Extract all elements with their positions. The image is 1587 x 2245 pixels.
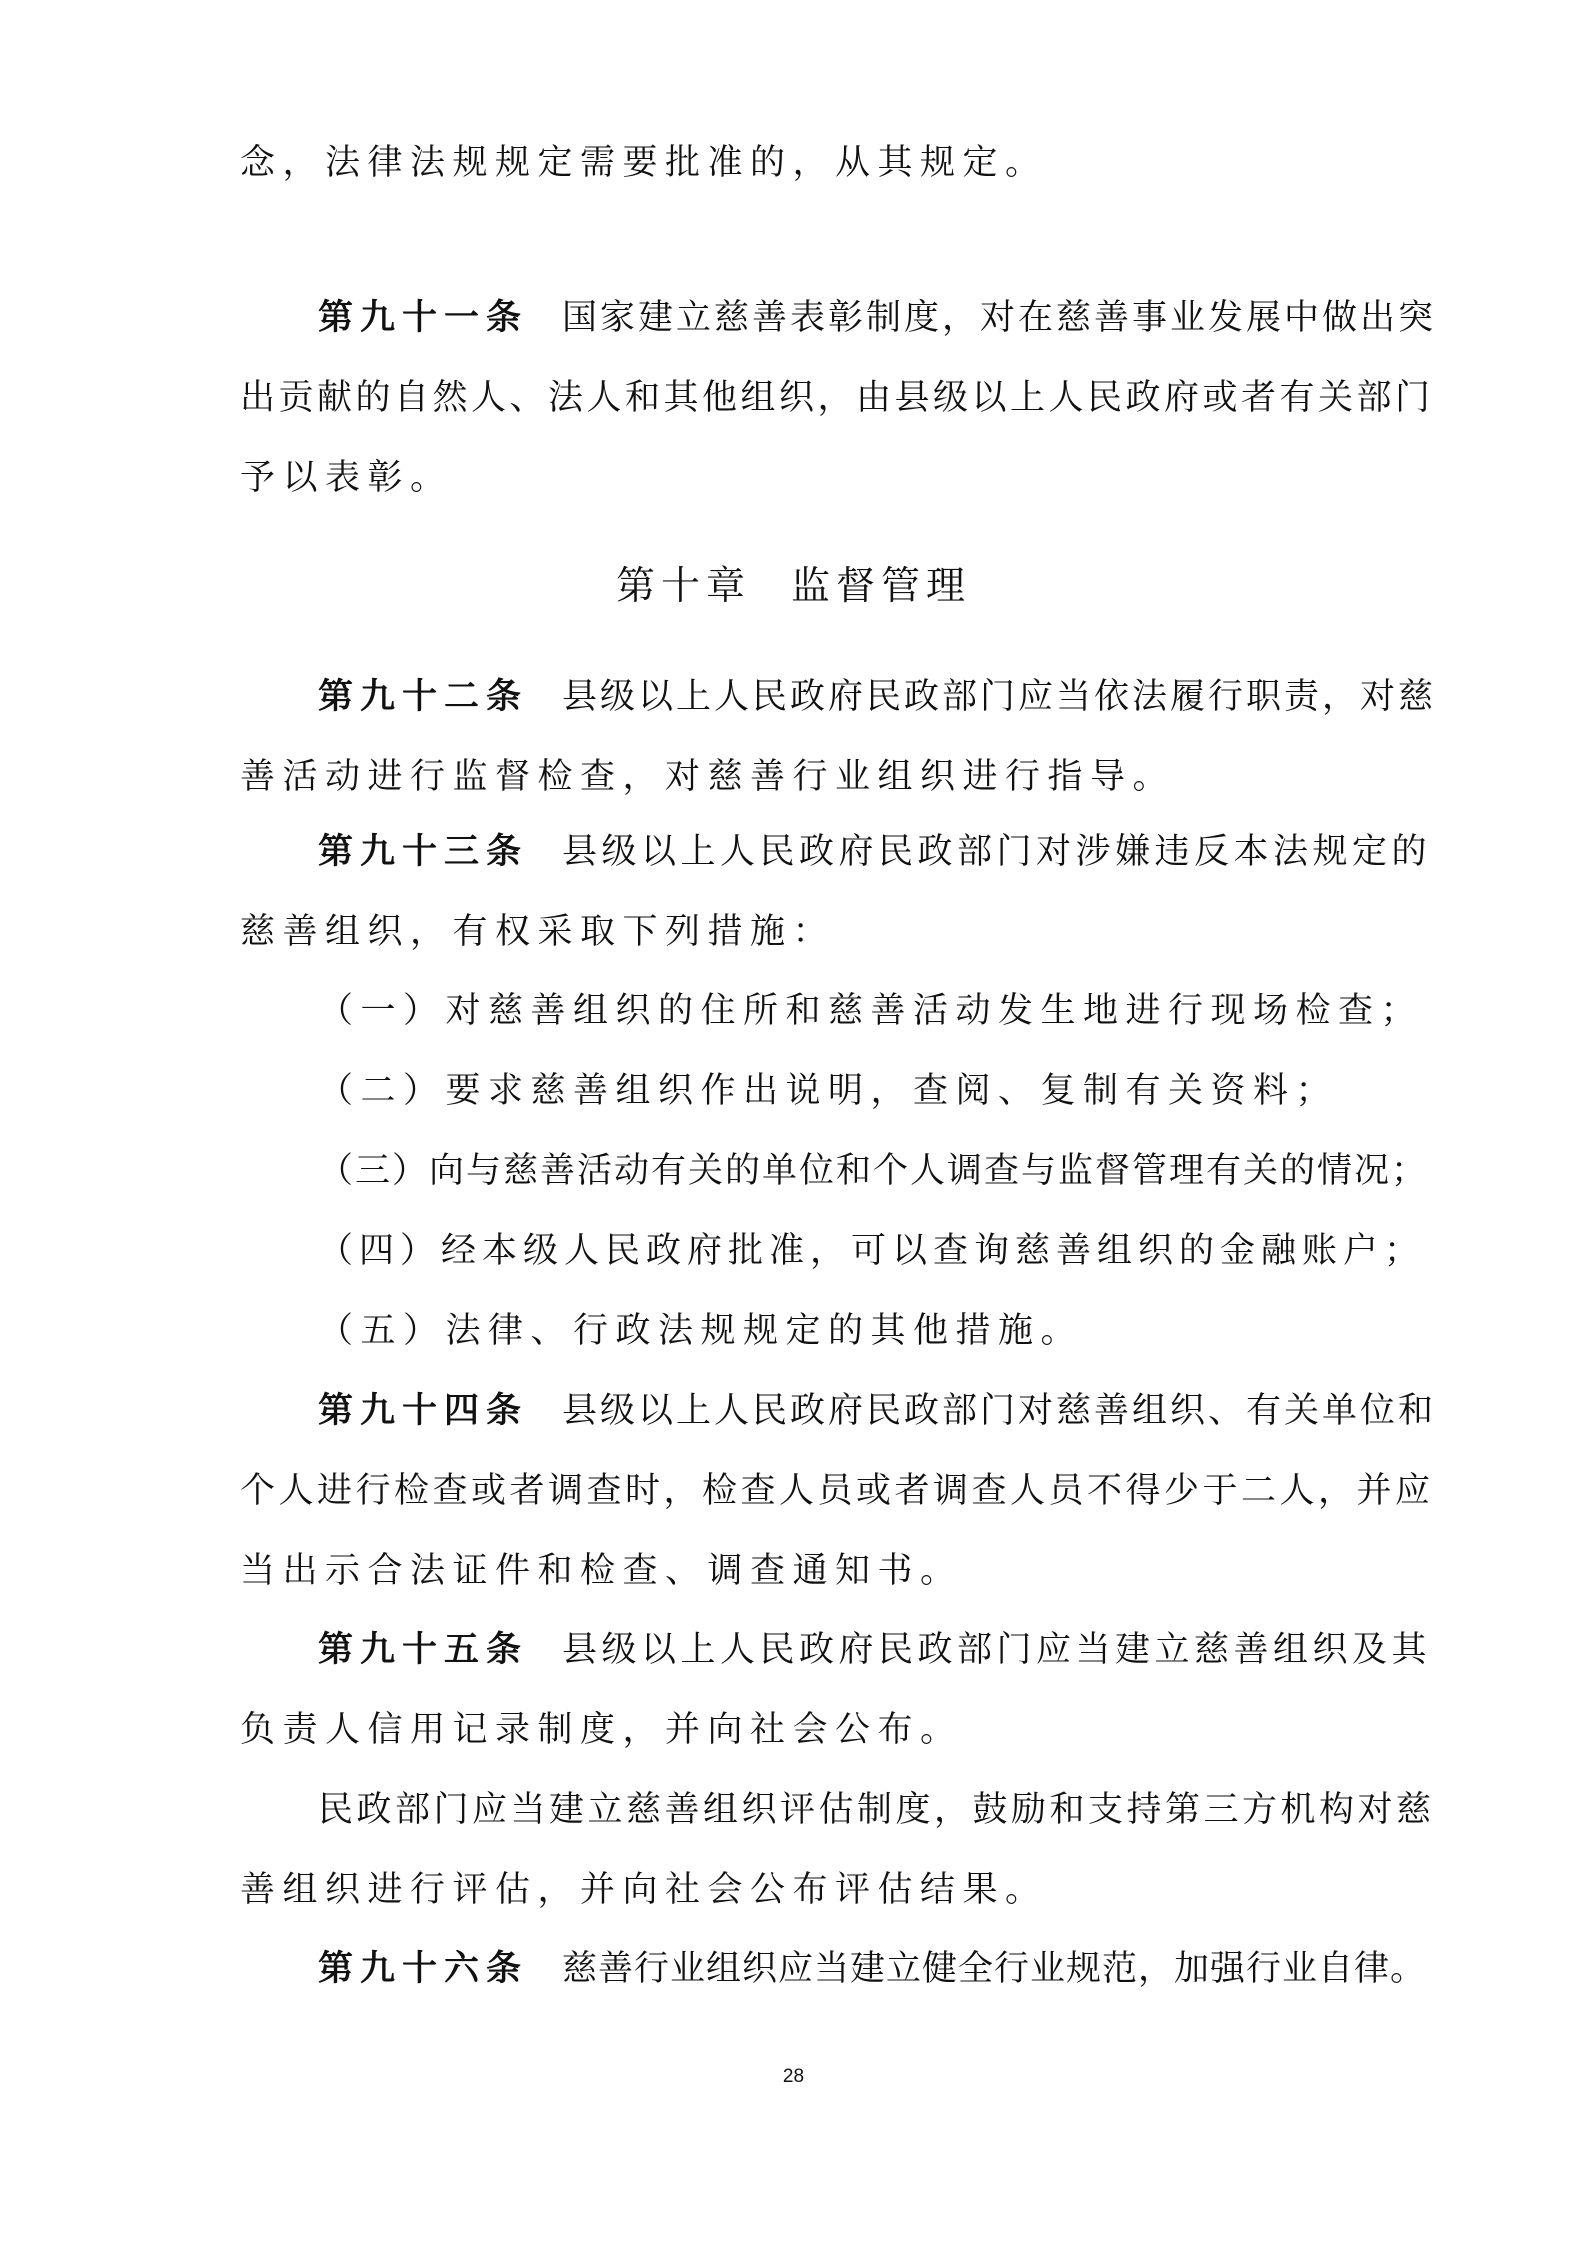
line-text: 慈善行业组织应当建立健全行业规范，加强行业自律。 xyxy=(562,1949,1427,1989)
line-text: 县级以上人民政府民政部门对慈善组织、有关单位和 xyxy=(562,1391,1437,1431)
article-line xyxy=(318,1391,1436,1431)
paragraph-line xyxy=(240,1471,1434,1511)
line-text: （二）要求慈善组织作出说明，查阅、复制有关资料； xyxy=(318,1071,1339,1111)
article-line xyxy=(318,1630,1431,1670)
article-number: 第九十一条 xyxy=(318,298,529,338)
paragraph-line xyxy=(240,1710,963,1750)
line-text: （一）对慈善组织的住所和慈善活动发生地进行现场检查； xyxy=(318,991,1424,1031)
chapter-heading xyxy=(0,565,1587,609)
article-number: 第九十五条 xyxy=(318,1630,529,1670)
line-text: （三）向与慈善活动有关的单位和个人调查与监督管理有关的情况； xyxy=(318,1151,1429,1191)
page-number: 28 xyxy=(782,2066,805,2087)
list-item xyxy=(318,1071,1338,1111)
line-text: 善活动进行监督检查，对慈善行业组织进行指导。 xyxy=(240,757,1176,797)
article-number: 第九十三条 xyxy=(318,832,529,872)
line-text: （四）经本级人民政府批准，可以查询慈善组织的金融账户； xyxy=(318,1231,1426,1271)
article-number: 第九十二条 xyxy=(318,677,529,717)
article-line xyxy=(318,832,1431,872)
paragraph-line xyxy=(318,1790,1435,1830)
line-text: 国家建立慈善表彰制度，对在慈善事业发展中做出突 xyxy=(562,298,1437,338)
paragraph-line xyxy=(240,458,453,498)
list-item xyxy=(318,1311,1083,1351)
line-text: 当出示合法证件和检查、调查通知书。 xyxy=(240,1551,963,1591)
line-text: 念，法律法规规定需要批准的，从其规定。 xyxy=(240,143,1048,183)
paragraph-line xyxy=(240,757,1175,797)
article-line xyxy=(318,298,1436,338)
line-text: 县级以上人民政府民政部门对涉嫌违反本法规定的 xyxy=(562,832,1432,872)
paragraph-line xyxy=(240,143,1048,183)
line-text: （五）法律、行政法规规定的其他措施。 xyxy=(318,1311,1084,1351)
paragraph-line xyxy=(240,1551,963,1591)
paragraph-line xyxy=(240,912,835,952)
line-text: 出贡献的自然人、法人和其他组织，由县级以上人民政府或者有关部门 xyxy=(240,378,1434,418)
line-text: 县级以上人民政府民政部门应当建立慈善组织及其 xyxy=(562,1630,1432,1670)
article-line xyxy=(318,1949,1426,1989)
list-item xyxy=(318,991,1423,1031)
line-text: 个人进行检查或者调查时，检查人员或者调查人员不得少于二人，并应 xyxy=(240,1471,1434,1511)
chapter-number: 第十章 xyxy=(615,564,751,609)
article-number: 第九十四条 xyxy=(318,1391,529,1431)
chapter-title: 监督管理 xyxy=(791,564,972,609)
paragraph-line xyxy=(240,378,1434,418)
paragraph-line xyxy=(240,1870,1048,1910)
line-text: 予以表彰。 xyxy=(240,458,453,498)
line-text: 民政部门应当建立慈善组织评估制度，鼓励和支持第三方机构对慈 xyxy=(318,1790,1435,1830)
line-text: 县级以上人民政府民政部门应当依法履行职责，对慈 xyxy=(562,677,1437,717)
article-number: 第九十六条 xyxy=(318,1949,529,1989)
list-item xyxy=(318,1151,1428,1191)
article-line xyxy=(318,677,1436,717)
line-text: 善组织进行评估，并向社会公布评估结果。 xyxy=(240,1870,1048,1910)
line-text: 负责人信用记录制度，并向社会公布。 xyxy=(240,1710,963,1750)
list-item xyxy=(318,1231,1425,1271)
line-text: 慈善组织，有权采取下列措施： xyxy=(240,912,836,952)
